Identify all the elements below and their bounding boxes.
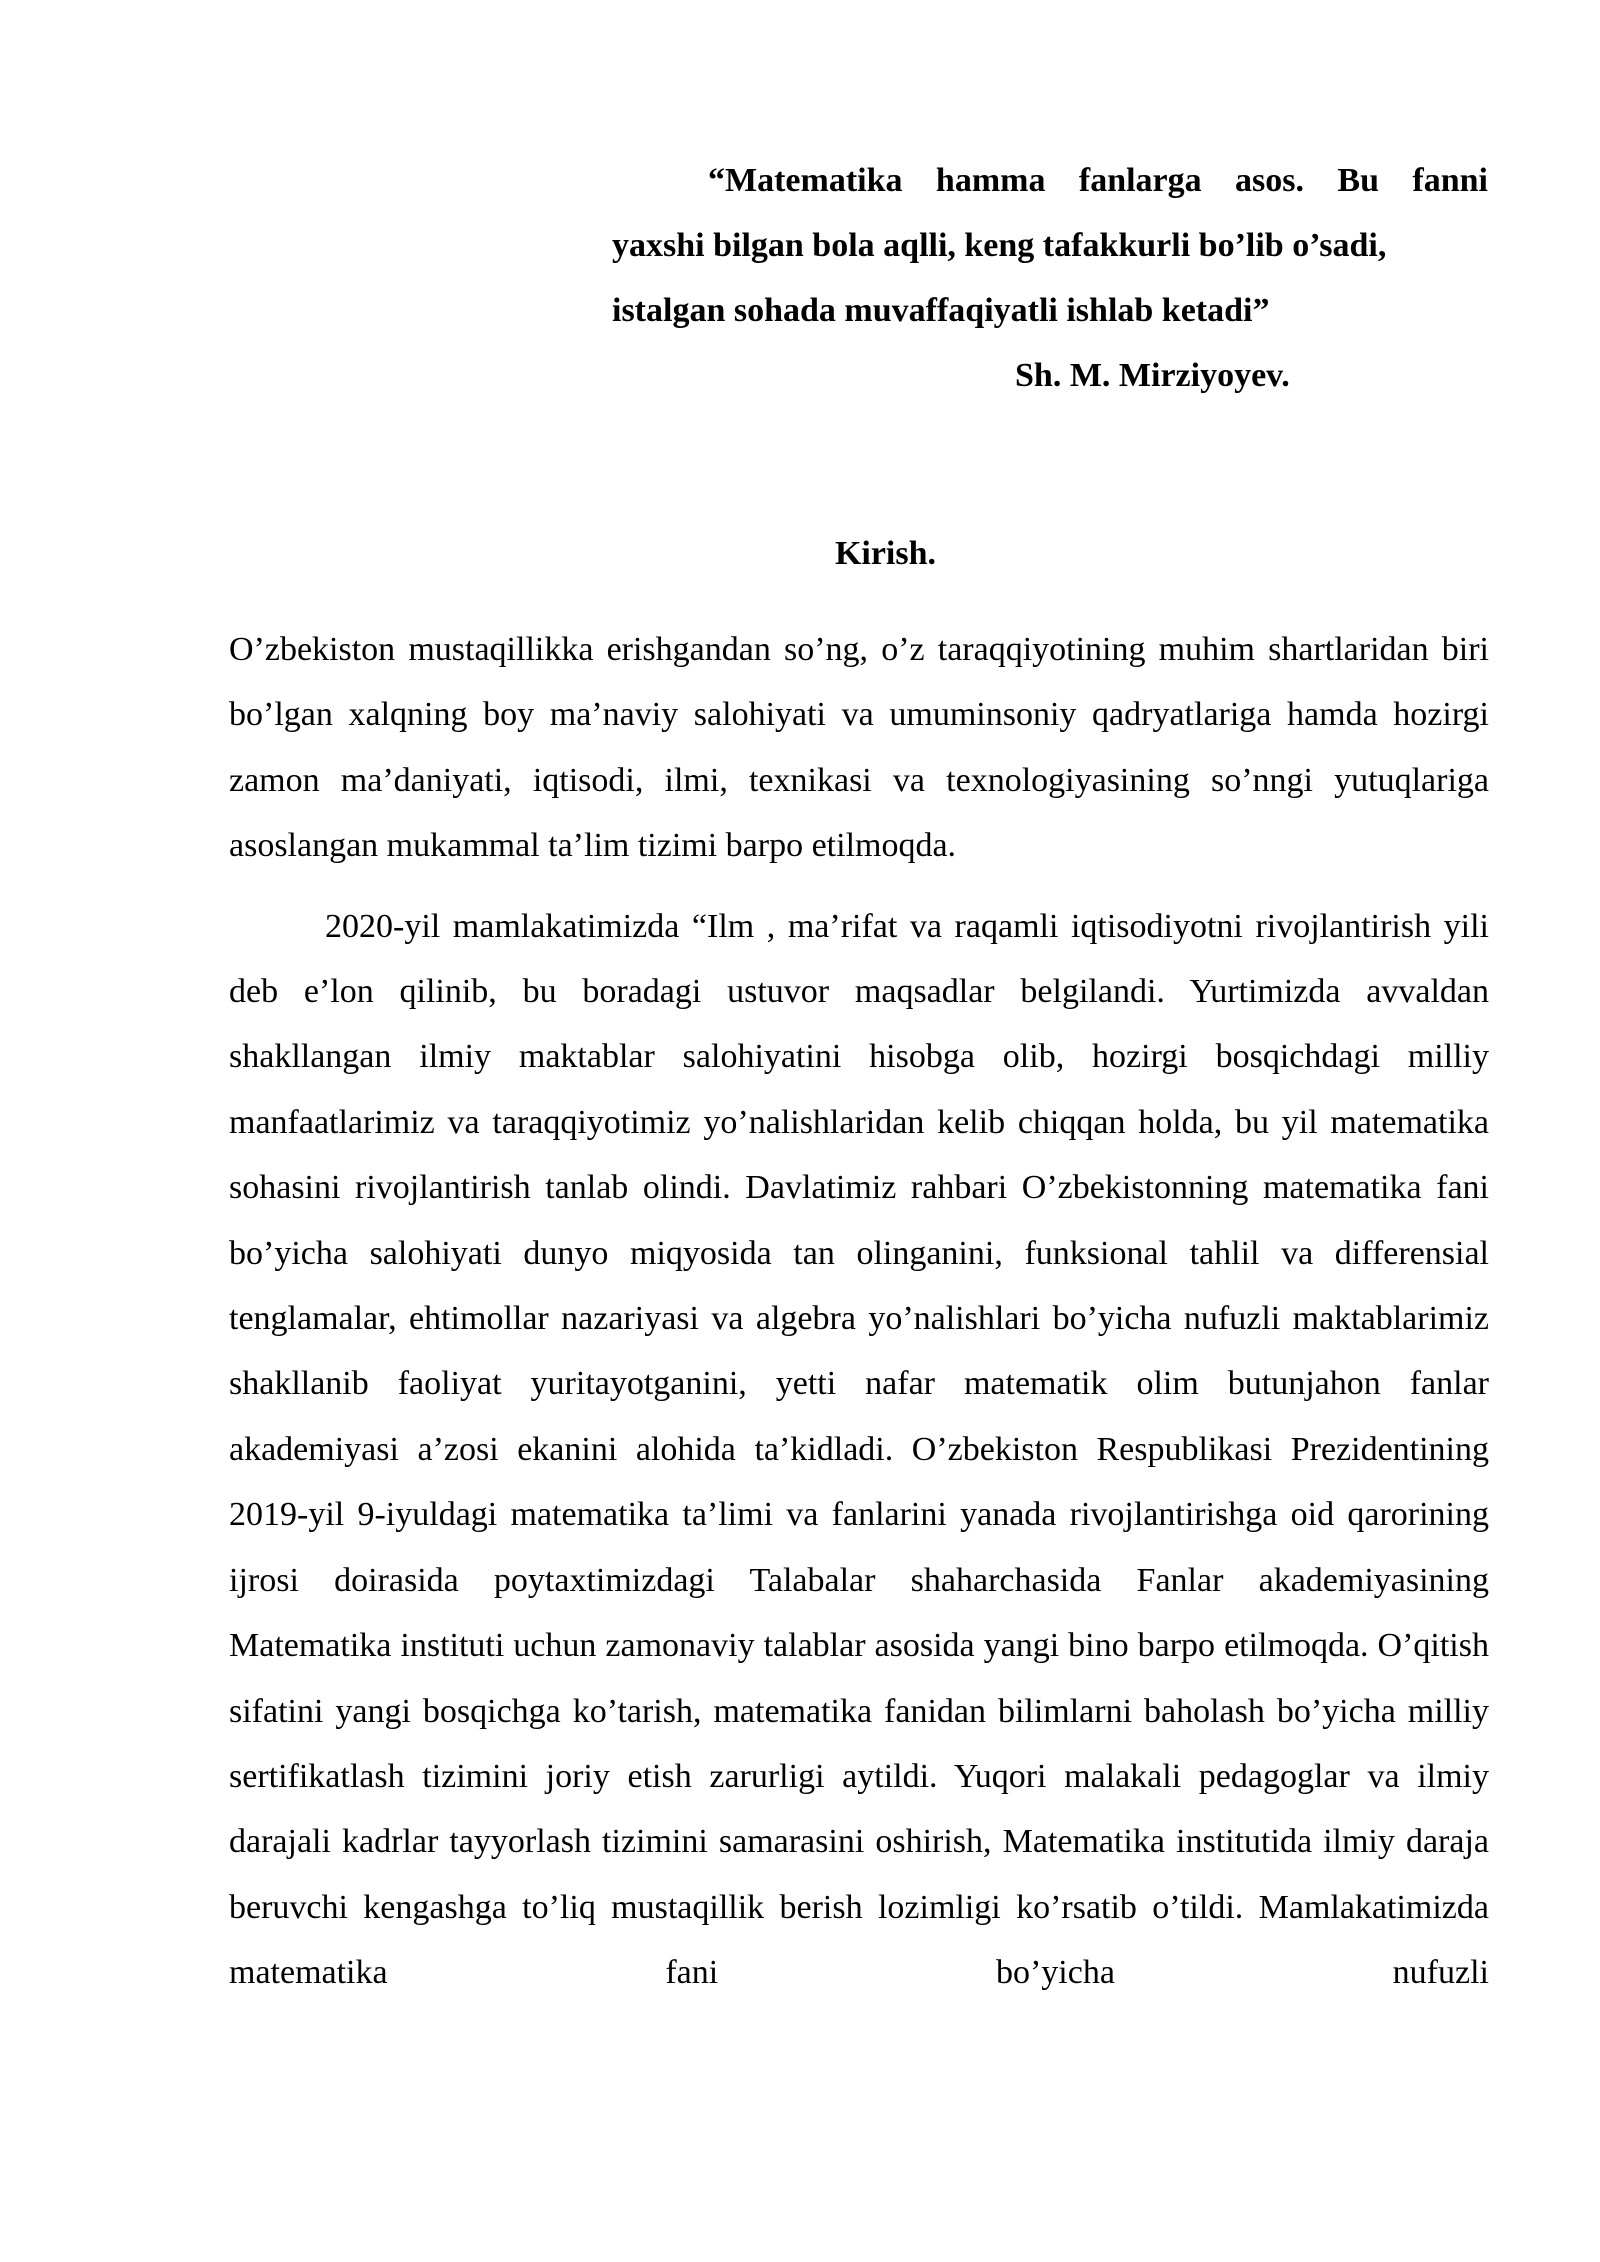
epigraph-line-1: “Matematika hamma fanlarga asos. Bu fanni (708, 162, 1488, 199)
epigraph-line-2: yaxshi bilgan bola aqlli, keng tafakkurli bo’lib o’sadi, (612, 227, 1387, 264)
paragraph-1: O’zbekiston mustaqillikka erishgandan so’ng, o’z taraqqiyotining muhim shartlaridan biri bo’lgan xalqning boy ma’naviy salohiyati va umuminsoniy qadryatlariga hamda hozirgi zamon ma’daniyati, iqtisodi, ilmi, texnikasi va texnologiyasining so’nngi yutuqlariga asoslangan mukammal ta’lim tizimi barpo etilmoqda. (229, 631, 1489, 865)
epigraph-author: Sh. M. Mirziyoyev. (1015, 357, 1290, 394)
section-heading: Kirish. (834, 535, 937, 572)
epigraph (612, 148, 1488, 408)
paragraph-2: 2020-yil mamlakatimizda “Ilm , ma’rifat va raqamli iqtisodiyotni rivojlantirish yili deb e’lon qilinib, bu boradagi ustuvor maqsadlar belgilandi. Yurtimizda avvaldan shakllangan ilmiy maktablar salohiyatini hisobga olib, hozirgi bosqichdagi milliy manfaatlarimiz va taraqqiyotimiz yo’nalishlaridan kelib chiqqan holda, bu yil matematika sohasini rivojlantirish tanlab olindi. Davlatimiz rahbari O’zbekistonning matematika fani bo’yicha salohiyati dunyo miqyosida tan olinganini, funksional tahlil va differensial tenglamalar, ehtimollar nazariyasi va algebra yo’nalishlari bo’yicha nufuzli maktablarimiz shakllanib faoliyat yuritayotganini, yetti nafar matematik olim butunjahon fanlar akademiyasi a’zosi ekanini alohida ta’kidladi. O’zbekiston Respublikasi Prezidentining 2019-yil 9-iyuldagi matematika ta’limi va fanlarini yanada rivojlantirishga oid qarorining ijrosi doirasida poytaxtimizdagi Talabalar shaharchasida Fanlar akademiyasining Matematika instituti uchun zamonaviy talablar asosida yangi bino barpo etilmoqda. O’qitish sifatini yangi bosqichga ko’tarish, matematika fanidan bilimlarni baholash bo’yicha milliy sertifikatlash tizimini joriy etish zarurligi aytildi. Yuqori malakali pedagoglar va ilmiy darajali kadrlar tayyorlash tizimini samarasini oshirish, Matematika institutida ilmiy daraja beruvchi kengashga to’liq mustaqillik berish lozimligi ko’rsatib o’tildi. Mamlakatimizda matematika fani bo’yicha nufuzli (229, 907, 1489, 1992)
epigraph-line-3: istalgan sohada muvaffaqiyatli ishlab ketadi” (612, 292, 1270, 329)
body-text (229, 617, 1489, 2006)
